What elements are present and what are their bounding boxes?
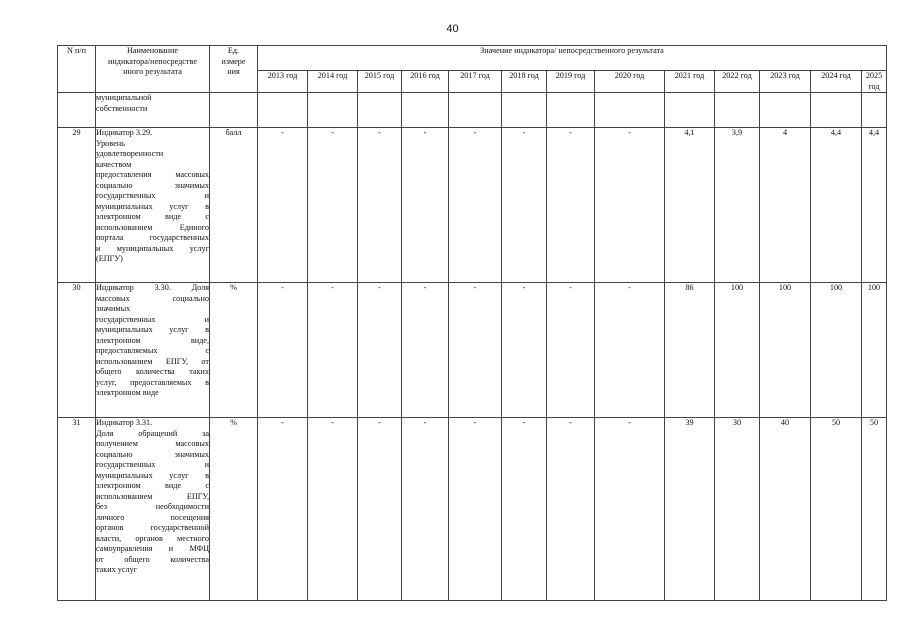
indicator-name-line: таких услуг (96, 565, 138, 574)
indicator-name (96, 128, 210, 283)
indicator-name-line: предоставления массовых (96, 170, 209, 179)
indicator-name-line: личного посещения (96, 512, 209, 522)
value-cell: - (595, 128, 665, 283)
indicator-name-line: электронном виде, (96, 335, 209, 345)
indicators-table (57, 45, 887, 601)
value-cell: - (308, 283, 358, 418)
unit-cell: % (210, 283, 258, 418)
indicator-name-line: использованием ЕПГУ, (96, 491, 209, 501)
indicator-name-line: Доля обращений за (96, 428, 209, 438)
indicators-body (58, 93, 887, 601)
indicator-name-line: государственных и (96, 191, 209, 200)
value-cell (547, 93, 595, 128)
value-cell (665, 93, 715, 128)
value-cell: 100 (760, 283, 811, 418)
header-year: 2016 год (402, 71, 449, 93)
value-cell (502, 93, 547, 128)
indicator-name-line: получением массовых (96, 439, 209, 448)
indicator-name-line: Индикатор 3.31. (96, 418, 153, 427)
header-unit: Ед. измере ния (210, 46, 258, 93)
value-cell: - (258, 418, 308, 601)
value-cell: - (402, 418, 449, 601)
indicator-name-line: самоуправления и МФЦ (96, 544, 209, 553)
indicator-name-line: муниципальных услуг в (96, 325, 209, 334)
indicator-name-line: социально значимых (96, 180, 209, 190)
value-cell: 100 (862, 283, 887, 418)
value-cell (760, 93, 811, 128)
value-cell: 4,4 (862, 128, 887, 283)
value-cell: 39 (665, 418, 715, 601)
indicator-name-line: муниципальных услуг в (96, 470, 209, 480)
value-cell (715, 93, 760, 128)
value-cell: - (547, 418, 595, 601)
indicator-name-line: и муниципальных услуг (96, 243, 209, 253)
value-cell: - (358, 418, 402, 601)
row-number (58, 93, 96, 128)
indicator-name-line: без необходимости (96, 502, 209, 511)
header-year: 2025 год (862, 71, 887, 93)
indicator-name-line: общего количества таких (96, 367, 209, 376)
header-year: 2014 год (308, 71, 358, 93)
value-cell: - (449, 418, 502, 601)
header-year: 2024 год (811, 71, 862, 93)
unit-cell: % (210, 418, 258, 601)
indicator-name-line: органов государственной (96, 523, 209, 532)
value-cell: - (502, 128, 547, 283)
value-cell (449, 93, 502, 128)
value-cell (402, 93, 449, 128)
value-cell (308, 93, 358, 128)
table-row (58, 128, 887, 283)
indicator-name-line: собственности (96, 103, 148, 113)
header-year: 2015 год (358, 71, 402, 93)
value-cell: 40 (760, 418, 811, 601)
header-year: 2013 год (258, 71, 308, 93)
unit-cell (210, 93, 258, 128)
table-row (58, 418, 887, 601)
value-cell: - (502, 283, 547, 418)
header-year: 2019 год (547, 71, 595, 93)
indicator-name-line: государственных и (96, 314, 209, 324)
indicator-name-line: значимых (96, 304, 131, 313)
value-cell (595, 93, 665, 128)
indicator-name (96, 93, 210, 128)
indicator-name-line: муниципальных услуг в (96, 201, 209, 211)
value-cell: 30 (715, 418, 760, 601)
value-cell: - (502, 418, 547, 601)
indicator-name-line: Уровень (96, 138, 125, 148)
value-cell: - (358, 128, 402, 283)
indicator-name-line: муниципальной (96, 93, 152, 102)
indicator-name-line: Индикатор 3.30. Доля (96, 283, 209, 292)
value-cell (811, 93, 862, 128)
indicator-name-line: государственных и (96, 460, 209, 469)
value-cell: - (258, 283, 308, 418)
value-cell (258, 93, 308, 128)
value-cell: - (308, 418, 358, 601)
value-cell (358, 93, 402, 128)
value-cell: - (547, 283, 595, 418)
indicator-name (96, 418, 210, 601)
header-year: 2023 год (760, 71, 811, 93)
indicator-name-line: власти, органов местного (96, 533, 209, 543)
indicator-name-line: предоставляемых с (96, 346, 209, 355)
indicator-name-line: (ЕПГУ) (96, 254, 123, 263)
indicator-name-line: услуг, предоставляемых в (96, 377, 209, 387)
value-cell: 4,4 (811, 128, 862, 283)
table-row (58, 283, 887, 418)
value-cell: 3,9 (715, 128, 760, 283)
indicator-name-line: использованием Единого (96, 222, 209, 232)
value-cell: 100 (811, 283, 862, 418)
indicator-name-line: использованием ЕПГУ, от (96, 356, 209, 366)
value-cell: 100 (715, 283, 760, 418)
table-row (58, 93, 887, 128)
header-name: Наименование индикатора/непосредстве нного результата (96, 46, 210, 93)
page-number: 40 (446, 23, 459, 35)
indicator-name-line: электронном виде с (96, 212, 209, 221)
header-year: 2022 год (715, 71, 760, 93)
value-cell: - (402, 283, 449, 418)
value-cell: - (547, 128, 595, 283)
indicator-name-line: Индикатор 3.29. (96, 128, 153, 137)
header-year: 2021 год (665, 71, 715, 93)
header-year: 2017 год (449, 71, 502, 93)
row-number: 30 (58, 283, 96, 418)
header-num: N п/п (58, 46, 96, 93)
indicator-name-line: электронном виде с (96, 481, 209, 490)
value-cell: - (358, 283, 402, 418)
value-cell: 86 (665, 283, 715, 418)
header-year: 2018 год (502, 71, 547, 93)
row-number: 31 (58, 418, 96, 601)
indicator-name-line: электронном виде (96, 388, 159, 397)
value-cell: 4 (760, 128, 811, 283)
value-cell: 50 (862, 418, 887, 601)
value-cell: - (402, 128, 449, 283)
value-cell: 4,1 (665, 128, 715, 283)
value-cell: 50 (811, 418, 862, 601)
header-year: 2020 год (595, 71, 665, 93)
indicator-name-line: качеством (96, 159, 132, 169)
value-cell (862, 93, 887, 128)
value-cell: - (595, 283, 665, 418)
value-cell: - (258, 128, 308, 283)
header-value-group: Значение индикатора/ непосредственного результата (258, 46, 887, 71)
row-number: 29 (58, 128, 96, 283)
indicator-name-line: социально значимых (96, 449, 209, 459)
value-cell: - (449, 283, 502, 418)
indicator-name-line: портала государственных (96, 233, 209, 242)
header-row-top (58, 46, 887, 71)
indicator-name-line: удовлетворенности (96, 149, 164, 158)
indicator-name (96, 283, 210, 418)
value-cell: - (595, 418, 665, 601)
value-cell: - (308, 128, 358, 283)
value-cell: - (449, 128, 502, 283)
indicator-name-line: массовых социально (96, 293, 209, 303)
unit-cell: балл (210, 128, 258, 283)
indicator-name-line: от общего количества (96, 554, 209, 564)
